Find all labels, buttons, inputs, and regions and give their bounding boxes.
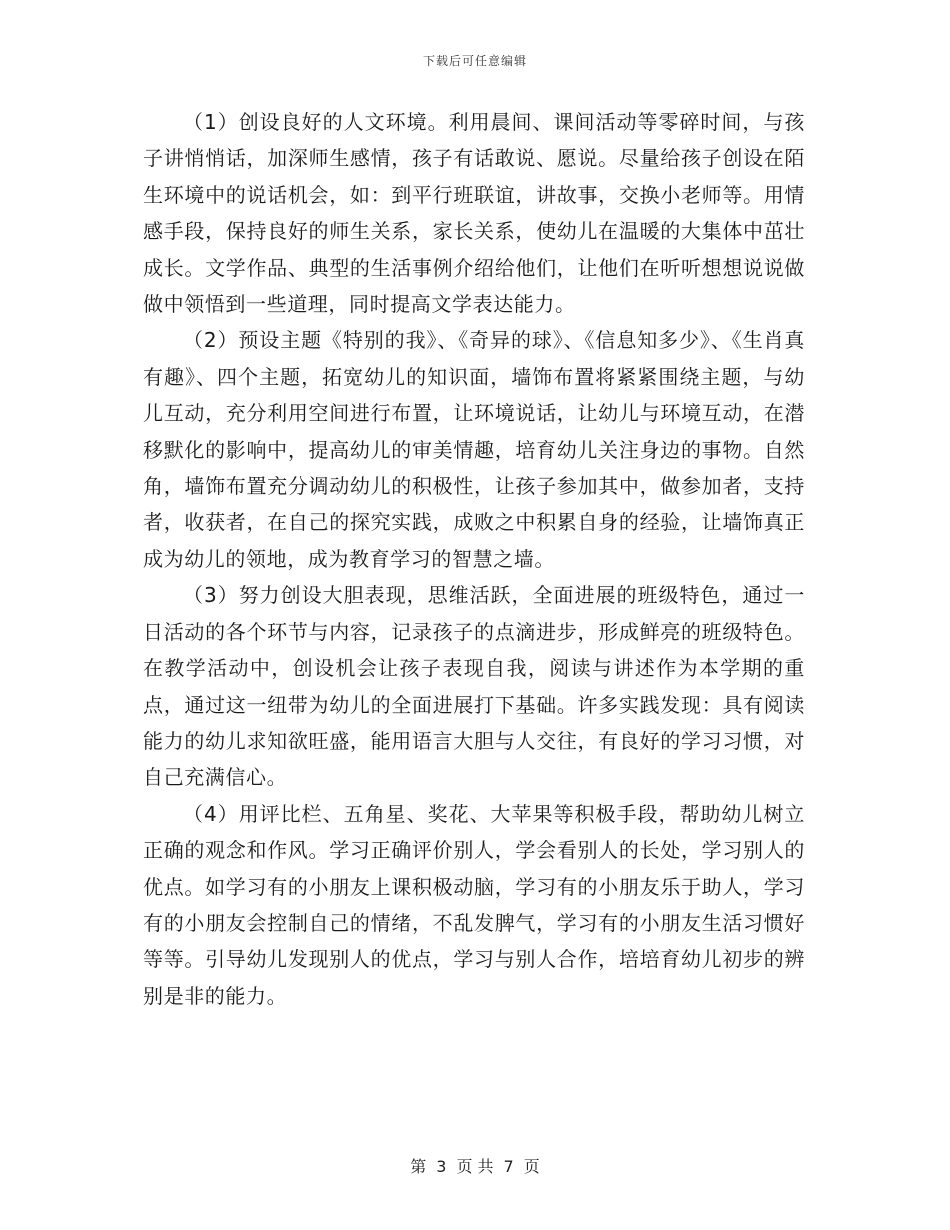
paragraph-2: （2）预设主题《特别的我》、《奇异的球》、《信息知多少》、《生肖真有趣》、四个主题，拓宽幼儿的知识面，墙饰布置将紧紧围绕主题，与幼儿互动，充分利用空间进行布置，让环境说话，让幼儿与环境互动，在潜移默化的影响中，提高幼儿的审美情趣，培育幼儿关注身边的事物。自然角，墙饰布置充分调动幼儿的积极性，让孩子参加其中，做参加者，支持者，收获者，在自己的探究实践，成败之中积累自身的经验，让墙饰真正成为幼儿的领地，成为教育学习的智慧之墙。 — [143, 328, 805, 571]
paragraph-1: （1）创设良好的人文环境。利用晨间、课间活动等零碎时间，与孩子讲悄悄话，加深师生感情，孩子有话敢说、愿说。尽量给孩子创设在陌生环境中的说话机会，如：到平行班联谊，讲故事，交换小老师等。用情感手段，保持良好的师生关系，家长关系，使幼儿在温暖的大集体中茁壮成长。文学作品、典型的生活事例介绍给他们，让他们在听听想想说说做做中领悟到一些道理，同时提高文学表达能力。 — [143, 110, 805, 317]
paragraph-4: （4）用评比栏、五角星、奖花、大苹果等积极手段，帮助幼儿树立正确的观念和作风。学习正确评价别人，学会看别人的长处，学习别人的优点。如学习有的小朋友上课积极动脑，学习有的小朋友乐于助人，学习有的小朋友会控制自己的情绪，不乱发脾气，学习有的小朋友生活习惯好等等。引导幼儿发现别人的优点，学习与别人合作，培培育幼儿初步的辨别是非的能力。 — [143, 801, 805, 1008]
document-body — [143, 104, 805, 1014]
page-header: 下载后可任意编辑 — [422, 54, 527, 68]
total-pages-number: 7 — [503, 1157, 514, 1176]
page-mid-text: 页 共 — [456, 1157, 494, 1176]
page-suffix: 页 — [523, 1157, 540, 1176]
page-footer — [0, 1154, 950, 1177]
paragraph-3: （3）努力创设大胆表现，思维活跃，全面进展的班级特色，通过一日活动的各个环节与内容，记录孩子的点滴进步，形成鲜亮的班级特色。在教学活动中，创设机会让孩子表现自我，阅读与讲述作为本学期的重点，通过这一纽带为幼儿的全面进展打下基础。许多实践发现：具有阅读能力的幼儿求知欲旺盛，能用语言大胆与人交往，有良好的学习习惯，对自己充满信心。 — [143, 583, 805, 790]
current-page-number: 3 — [436, 1157, 447, 1176]
page-prefix: 第 — [410, 1157, 427, 1176]
